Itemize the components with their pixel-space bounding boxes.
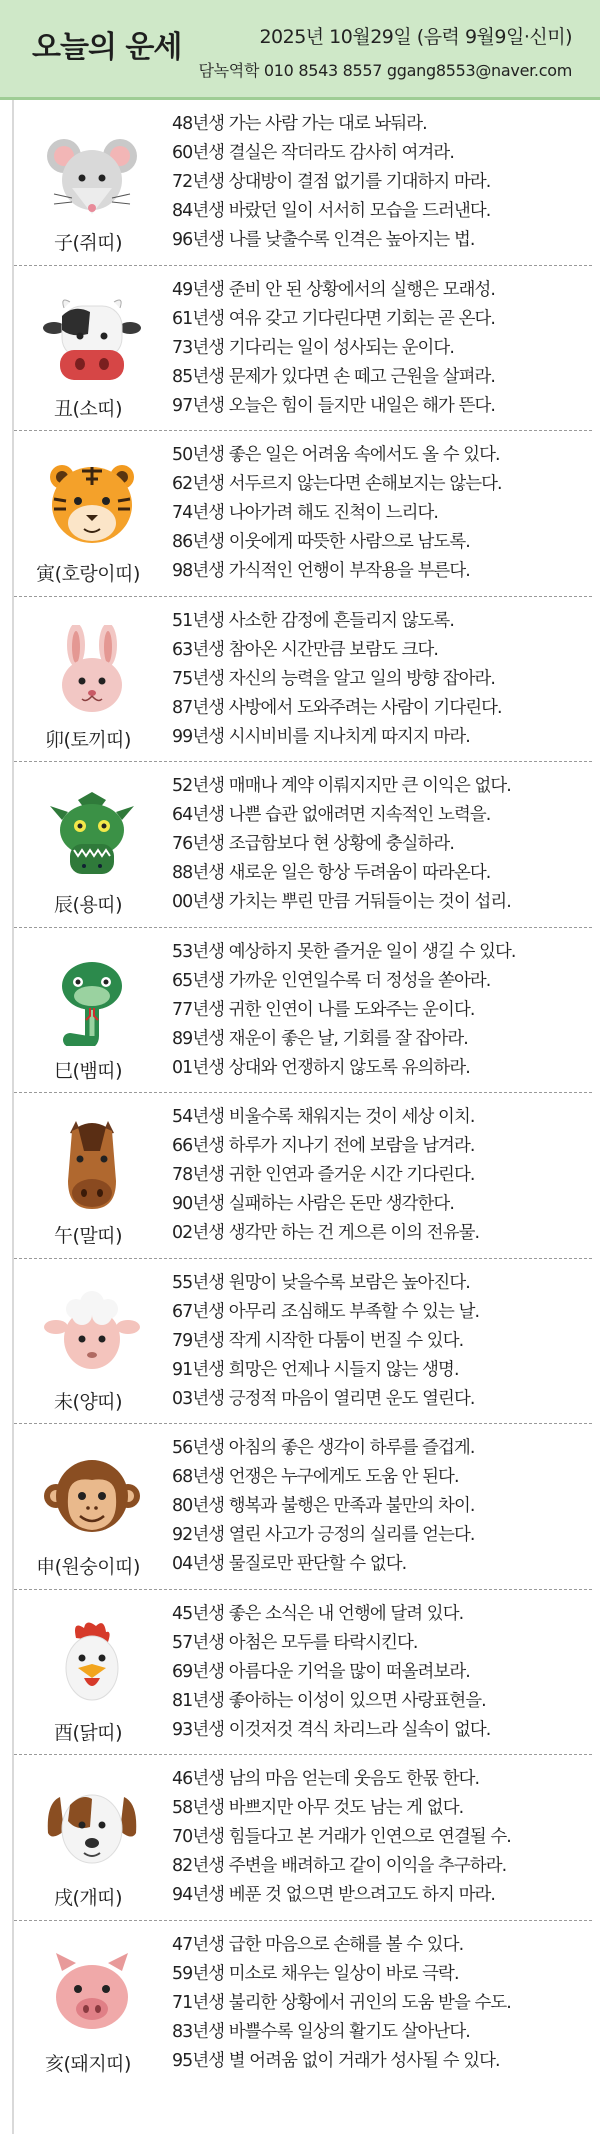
fortune-line: 96년생 나를 낮출수록 인격은 높아지는 법. (172, 230, 475, 250)
zodiac-label: 寅(호랑이띠) (36, 563, 140, 585)
monkey-icon (42, 1452, 142, 1542)
fortune-lines (172, 441, 592, 586)
fortune-line: 01년생 상대와 언쟁하지 않도록 유의하라. (172, 1057, 470, 1078)
fortune-line: 99년생 시시비비를 지나치게 따지지 마라. (172, 726, 470, 747)
fortune-line: 68년생 언쟁은 누구에게도 도움 안 된다. (172, 1467, 459, 1487)
zodiac-label: 巳(뱀띠) (53, 1059, 123, 1082)
fortune-list (12, 100, 592, 2134)
fortune-line: 87년생 사방에서 도와주려는 사람이 기다린다. (172, 697, 502, 718)
zodiac-label: 辰(용띠) (53, 894, 123, 916)
zodiac-row-sheep (14, 1259, 592, 1425)
fortune-line: 77년생 귀한 인연이 나를 도와주는 운이다. (172, 999, 475, 1020)
fortune-line: 75년생 자신의 능력을 알고 일의 방향 잡아라. (172, 668, 496, 689)
fortune-line: 79년생 작게 시작한 다툼이 번질 수 있다. (172, 1330, 464, 1351)
horse-icon (42, 1121, 142, 1211)
fortune-line: 57년생 아첨은 모두를 타락시킨다. (172, 1632, 418, 1653)
fortune-lines (172, 110, 592, 255)
fortune-line: 61년생 여유 갖고 기다린다면 기회는 곧 온다. (172, 308, 496, 329)
cow-icon (42, 294, 142, 384)
fortune-lines (172, 1103, 592, 1248)
fortune-lines (172, 772, 592, 917)
fortune-line: 64년생 나쁜 습관 없애려면 지속적인 노력을. (172, 805, 491, 825)
fortune-line: 02년생 생각만 하는 건 게으른 이의 전유물. (172, 1223, 480, 1243)
fortune-line: 51년생 사소한 감정에 흔들리지 않도록. (172, 610, 454, 631)
fortune-line: 55년생 원망이 낮을수록 보람은 높아진다. (172, 1272, 470, 1293)
contact-text: 담녹역학 010 8543 8557 ggang8553@naver.com (198, 61, 572, 80)
fortune-line: 66년생 하루가 지나기 전에 보람을 남겨라. (172, 1136, 475, 1156)
zodiac-label: 申(원숭이띠) (36, 1556, 140, 1578)
zodiac-row-snake (14, 928, 592, 1094)
fortune-line: 53년생 예상하지 못한 즐거운 일이 생길 수 있다. (172, 941, 516, 962)
fortune-line: 60년생 결실은 작더라도 감사히 여겨라. (172, 143, 454, 163)
fortune-line: 00년생 가치는 뿌린 만큼 거둬들이는 것이 섭리. (172, 892, 511, 912)
header-bar (0, 0, 600, 100)
fortune-line: 67년생 아무리 조심해도 부족할 수 있는 날. (172, 1301, 480, 1322)
fortune-line: 91년생 희망은 언제나 시들지 않는 생명. (172, 1359, 459, 1380)
zodiac-label: 午(말띠) (53, 1225, 123, 1247)
zodiac-label: 丑(소띠) (53, 397, 123, 420)
fortune-lines (172, 1434, 592, 1579)
fortune-line: 82년생 주변을 배려하고 같이 이익을 추구하라. (172, 1856, 507, 1876)
fortune-line: 03년생 긍정적 마음이 열리면 운도 열린다. (172, 1388, 475, 1409)
rat-icon (42, 128, 142, 218)
zodiac-row-tiger (14, 431, 592, 597)
fortune-line: 50년생 좋은 일은 어려움 속에서도 올 수 있다. (172, 445, 500, 465)
fortune-line: 90년생 실패하는 사람은 돈만 생각한다. (172, 1194, 454, 1214)
sheep-icon (42, 1287, 142, 1377)
fortune-line: 62년생 서두르지 않는다면 손해보지는 않는다. (172, 474, 502, 494)
zodiac-label: 戌(개띠) (53, 1887, 123, 1909)
fortune-line: 04년생 물질로만 판단할 수 없다. (172, 1554, 407, 1574)
fortune-line: 65년생 가까운 인연일수록 더 정성을 쏟아라. (172, 970, 491, 991)
fortune-line: 59년생 미소로 채우는 일상이 바로 극락. (172, 1963, 459, 1984)
zodiac-row-rat (14, 100, 592, 266)
dragon-icon (42, 790, 142, 880)
page-title: 오늘의 운세 (32, 30, 182, 65)
zodiac-label: 亥(돼지띠) (45, 2052, 131, 2075)
zodiac-row-cow (14, 266, 592, 432)
fortune-line: 70년생 힘들다고 본 거래가 인연으로 연결될 수. (172, 1827, 511, 1847)
zodiac-row-pig (14, 1921, 592, 2087)
fortune-line: 49년생 준비 안 된 상황에서의 실행은 모래성. (172, 279, 496, 300)
zodiac-row-monkey (14, 1424, 592, 1590)
rabbit-icon (42, 625, 142, 715)
fortune-line: 63년생 참아온 시간만큼 보람도 크다. (172, 639, 439, 660)
fortune-line: 56년생 아침의 좋은 생각이 하루를 즐겁게. (172, 1438, 475, 1458)
fortune-line: 76년생 조급함보다 현 상황에 충실하라. (172, 834, 454, 854)
zodiac-row-dragon (14, 762, 592, 928)
pig-icon (42, 1949, 142, 2039)
fortune-line: 48년생 가는 사람 가는 대로 놔둬라. (172, 114, 427, 134)
tiger-icon (42, 459, 142, 549)
fortune-lines (172, 276, 592, 421)
zodiac-label: 未(양띠) (53, 1390, 123, 1413)
fortune-line: 74년생 나아가려 해도 진척이 느리다. (172, 503, 439, 523)
fortune-lines (172, 607, 592, 752)
fortune-line: 47년생 급한 마음으로 손해를 볼 수 있다. (172, 1934, 464, 1955)
fortune-line: 78년생 귀한 인연과 즐거운 시간 기다린다. (172, 1165, 475, 1185)
fortune-line: 73년생 기다리는 일이 성사되는 운이다. (172, 337, 454, 358)
fortune-line: 72년생 상대방이 결점 없기를 기대하지 마라. (172, 172, 491, 192)
fortune-lines (172, 1765, 592, 1910)
fortune-line: 85년생 문제가 있다면 손 떼고 근원을 살펴라. (172, 366, 496, 387)
fortune-line: 84년생 바랐던 일이 서서히 모습을 드러낸다. (172, 201, 491, 221)
date-text: 2025년 10월29일 (음력 9월9일·신미) (259, 26, 572, 48)
fortune-line: 58년생 바쁘지만 아무 것도 남는 게 없다. (172, 1798, 464, 1818)
fortune-lines (172, 1931, 592, 2076)
fortune-line: 86년생 이웃에게 따뜻한 사람으로 남도록. (172, 532, 470, 552)
fortune-lines (172, 1269, 592, 1414)
fortune-lines (172, 1600, 592, 1745)
zodiac-row-horse (14, 1093, 592, 1259)
fortune-line: 46년생 남의 마음 얻는데 웃음도 한몫 한다. (172, 1769, 480, 1789)
zodiac-row-rooster (14, 1590, 592, 1756)
fortune-line: 89년생 재운이 좋은 날, 기회를 잘 잡아라. (172, 1028, 468, 1049)
fortune-line: 93년생 이것저것 격식 차리느라 실속이 없다. (172, 1719, 491, 1740)
fortune-line: 98년생 가식적인 언행이 부작용을 부른다. (172, 561, 470, 581)
zodiac-row-rabbit (14, 597, 592, 763)
fortune-line: 81년생 좋아하는 이성이 있으면 사랑표현을. (172, 1690, 486, 1711)
zodiac-label: 卯(토끼띠) (45, 728, 131, 751)
fortune-line: 54년생 비울수록 채워지는 것이 세상 이치. (172, 1107, 475, 1127)
fortune-line: 71년생 불리한 상황에서 귀인의 도움 받을 수도. (172, 1992, 511, 2013)
snake-icon (42, 956, 142, 1046)
fortune-line: 92년생 열린 사고가 긍정의 실리를 얻는다. (172, 1525, 475, 1545)
fortune-line: 83년생 바쁠수록 일상의 활기도 살아난다. (172, 2021, 470, 2042)
zodiac-row-dog (14, 1755, 592, 1921)
fortune-line: 52년생 매매나 계약 이뤄지지만 큰 이익은 없다. (172, 776, 511, 796)
fortune-line: 80년생 행복과 불행은 만족과 불만의 차이. (172, 1496, 475, 1516)
fortune-lines (172, 938, 592, 1083)
rooster-icon (42, 1618, 142, 1708)
zodiac-label: 酉(닭띠) (53, 1721, 123, 1744)
zodiac-label: 子(쥐띠) (53, 232, 123, 254)
fortune-line: 45년생 좋은 소식은 내 언행에 달려 있다. (172, 1603, 464, 1624)
fortune-line: 97년생 오늘은 힘이 들지만 내일은 해가 뜬다. (172, 395, 496, 416)
fortune-line: 88년생 새로운 일은 항상 두려움이 따라온다. (172, 863, 491, 883)
fortune-line: 69년생 아름다운 기억을 많이 떠올려보라. (172, 1661, 470, 1682)
fortune-line: 95년생 별 어려움 없이 거래가 성사될 수 있다. (172, 2050, 500, 2071)
dog-icon (42, 1783, 142, 1873)
fortune-line: 94년생 베푼 것 없으면 받으려고도 하지 마라. (172, 1885, 496, 1905)
